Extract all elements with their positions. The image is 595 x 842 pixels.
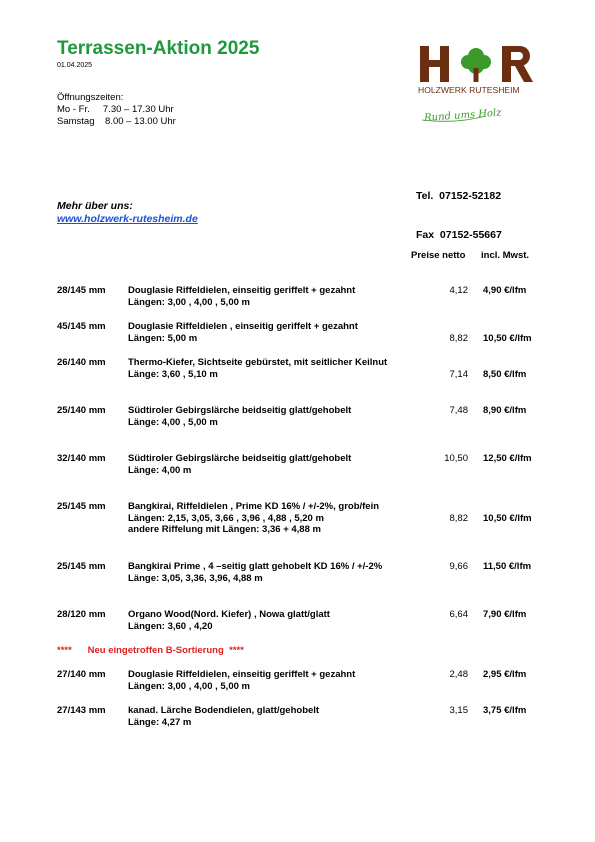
price-net: 8,82: [449, 513, 468, 524]
product-line: Längen: 3,00 , 4,00 , 5,00 m: [128, 680, 250, 692]
price-net: 8,82: [449, 333, 468, 344]
product-dimension: 27/143 mm: [57, 705, 106, 716]
column-header-gross: incl. Mwst.: [481, 250, 530, 261]
b-grade-notice: **** Neu eingetroffen B-Sortierung ****: [57, 645, 244, 656]
more-info-label: Mehr über uns:: [57, 200, 133, 212]
price-net: 7,48: [449, 405, 468, 416]
product-dimension: 25/140 mm: [57, 405, 106, 416]
product-line: Bangkirai, Riffeldielen , Prime KD 16% / +/-2%, grob/fein: [128, 501, 380, 512]
more-info: [57, 200, 198, 226]
product-dimension: 26/140 mm: [57, 357, 106, 368]
product-description: [128, 705, 438, 728]
product-line: andere Riffelung mit Längen: 3,36 + 4,88 m: [128, 524, 321, 535]
company-logo: [416, 44, 536, 124]
product-description: [128, 357, 438, 380]
document-date: 01.04.2025: [57, 62, 93, 69]
page-title: Terrassen-Aktion 2025: [57, 38, 260, 59]
price-gross: 2,95 €/lfm: [483, 669, 527, 680]
price-net: 10,50: [444, 453, 468, 464]
opening-hours-weekdays: Mo - Fr. 7.30 – 17.30 Uhr: [57, 104, 174, 115]
price-net: 3,15: [449, 705, 468, 716]
product-line: Südtiroler Gebirgslärche beidseitig glatt/gehobelt: [128, 453, 352, 464]
product-line: Organo Wood(Nord. Kiefer) , Nowa glatt/glatt: [128, 609, 330, 620]
price-gross: 3,75 €/lfm: [483, 705, 527, 716]
price-net: 6,64: [449, 609, 468, 620]
product-dimension: 45/145 mm: [57, 321, 106, 332]
contact-block: [416, 164, 502, 255]
price-net: 7,14: [449, 369, 468, 380]
contact-fax: Fax 07152-55667: [416, 229, 502, 241]
product-description: [128, 501, 438, 536]
price-net: 2,48: [449, 669, 468, 680]
product-dimension: 28/145 mm: [57, 285, 106, 296]
product-line: Längen: 5,00 m: [128, 332, 198, 344]
product-dimension: 25/145 mm: [57, 561, 106, 572]
price-net: 4,12: [449, 285, 468, 296]
website-link[interactable]: www.holzwerk-rutesheim.de: [57, 213, 198, 225]
product-line: Längen: 3,00 , 4,00 , 5,00 m: [128, 296, 250, 308]
opening-hours-saturday: Samstag 8.00 – 13.00 Uhr: [57, 116, 176, 127]
product-description: [128, 321, 438, 344]
product-description: [128, 405, 438, 428]
price-gross: 12,50 €/lfm: [483, 453, 532, 464]
price-gross: 4,90 €/lfm: [483, 285, 527, 296]
product-description: [128, 285, 438, 308]
price-gross: 7,90 €/lfm: [483, 609, 527, 620]
product-description: [128, 561, 438, 584]
column-header-net: Preise netto: [411, 250, 466, 261]
product-line: Südtiroler Gebirgslärche beidseitig glatt/gehobelt: [128, 405, 352, 416]
product-line: Längen: 2,15, 3,05, 3,66 , 3,96 , 4,88 , 5,20 m: [128, 512, 324, 524]
price-gross: 10,50 €/lfm: [483, 513, 532, 524]
product-line: Thermo-Kiefer, Sichtseite gebürstet, mit seitlicher Keilnut: [128, 357, 388, 368]
product-line: Längen: 3,60 , 4,20: [128, 620, 213, 632]
logo-company-name: HOLZWERK RUTESHEIM: [418, 85, 520, 95]
price-gross: 8,90 €/lfm: [483, 405, 527, 416]
price-gross: 8,50 €/lfm: [483, 369, 527, 380]
price-net: 9,66: [449, 561, 468, 572]
price-gross: 10,50 €/lfm: [483, 333, 532, 344]
product-line: Länge: 4,00 m: [128, 464, 192, 476]
product-line: Länge: 3,05, 3,36, 3,96, 4,88 m: [128, 572, 263, 584]
product-line: Douglasie Riffeldielen , einseitig geriffelt + gezahnt: [128, 321, 358, 332]
product-line: Douglasie Riffeldielen, einseitig geriffelt + gezahnt: [128, 669, 356, 680]
product-description: [128, 453, 438, 476]
product-line: Douglasie Riffeldielen, einseitig geriffelt + gezahnt: [128, 285, 356, 296]
product-dimension: 32/140 mm: [57, 453, 106, 464]
product-dimension: 27/140 mm: [57, 669, 106, 680]
product-line: kanad. Lärche Bodendielen, glatt/gehobelt: [128, 705, 320, 716]
contact-phone: Tel. 07152-52182: [416, 190, 502, 202]
product-line: Bangkirai Prime , 4 –seitig glatt gehobelt KD 16% / +/-2%: [128, 561, 383, 572]
product-dimension: 28/120 mm: [57, 609, 106, 620]
product-dimension: 25/145 mm: [57, 501, 106, 512]
logo-slogan: Rund ums Holz: [423, 107, 502, 124]
price-gross: 11,50 €/lfm: [483, 561, 532, 572]
logo-graphic: [416, 44, 536, 124]
product-description: [128, 669, 438, 692]
product-line: Länge: 4,00 , 5,00 m: [128, 416, 218, 428]
product-line: Länge: 4,27 m: [128, 716, 192, 728]
opening-hours: [57, 92, 176, 128]
opening-hours-heading: Öffnungszeiten:: [57, 92, 124, 103]
product-description: [128, 609, 438, 632]
product-line: Länge: 3,60 , 5,10 m: [128, 368, 218, 380]
